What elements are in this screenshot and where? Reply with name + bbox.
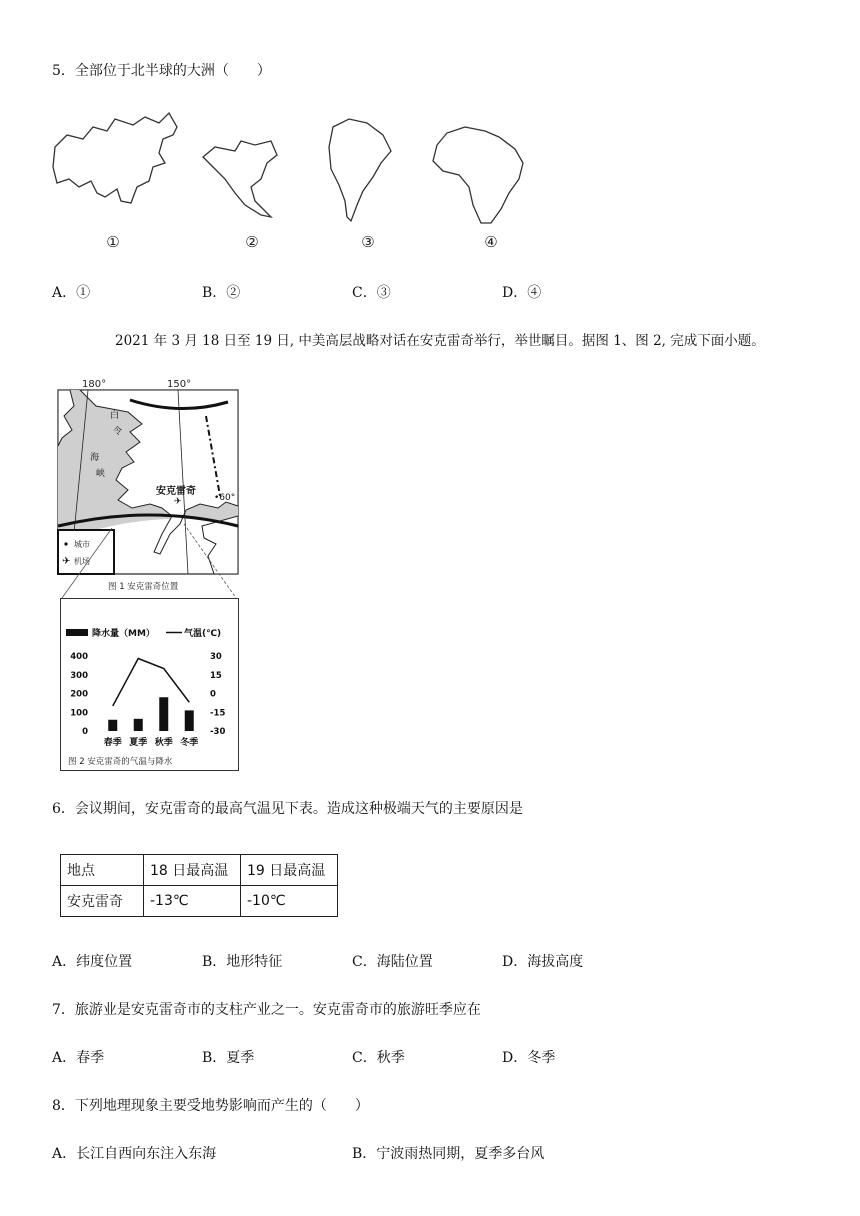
q6-option-a: A．纬度位置 [52, 954, 133, 970]
y-left-tick-label: 400 [70, 652, 88, 662]
q5-option-d: D．④ [502, 285, 542, 301]
y-left-tick-label: 200 [70, 689, 88, 700]
y-left-tick-label: 300 [70, 670, 88, 681]
legend-precip-label: 降水量（MM） [92, 629, 155, 639]
q5-option-a: A．① [52, 285, 91, 301]
map-caption: 图 1 安克雷奇位置 [108, 582, 179, 592]
lon-180-label: 180° [82, 379, 107, 390]
africa-outline [433, 127, 523, 223]
table-header-row [61, 855, 338, 886]
q7-option-c: C．秋季 [352, 1050, 405, 1066]
table-cell: -13℃ [144, 886, 241, 917]
table-cell: -10℃ [241, 886, 338, 917]
y-right-tick-label: -15 [210, 708, 226, 719]
table-header-cell: 18 日最高温 [144, 855, 241, 886]
category-label: 秋季 [154, 738, 173, 748]
y-right-tick-label: 15 [210, 670, 222, 681]
q7-option-b: B．夏季 [202, 1050, 255, 1066]
temperature-table [60, 854, 338, 917]
eurasia-outline [53, 113, 177, 203]
reading-intro: 2021 年 3 月 18 日至 19 日, 中美高层战略对话在安克雷奇举行，举世瞩目。据图 1、图 2, 完成下面小题。 [115, 333, 765, 349]
q7-stem: 7．旅游业是安克雷奇市的支柱产业之一。安克雷奇市的旅游旺季应在 [52, 1002, 481, 1018]
category-label: 冬季 [180, 738, 199, 748]
q7-option-a: A．春季 [52, 1050, 105, 1066]
q6-option-b: B．地形特征 [202, 954, 283, 970]
q8-stem: 8．下列地理现象主要受地势影响而产生的（ ） [52, 1098, 369, 1114]
precip-bar [185, 710, 194, 731]
airport-icon: ✈ [174, 497, 182, 507]
south-america-outline [329, 119, 391, 221]
y-right-tick-label: 30 [210, 652, 222, 662]
y-right-tick-label: 0 [210, 689, 216, 700]
q8-option-b: B．宁波雨热同期，夏季多台风 [352, 1146, 545, 1162]
precip-bar [159, 697, 168, 731]
continent-label-2: ② [245, 233, 259, 251]
table-row [61, 886, 338, 917]
strait-char-2: 令 [113, 427, 123, 437]
y-left-tick-label: 100 [70, 708, 88, 719]
strait-char-4: 峡 [96, 469, 106, 479]
legend-city-label: 城市 [74, 540, 90, 549]
continent-label-3: ③ [361, 233, 375, 251]
y-right-tick-label: -30 [210, 727, 226, 737]
lon-150-label: 150° [167, 379, 192, 390]
continent-label-4: ④ [484, 233, 498, 251]
q5-option-b: B．② [202, 285, 241, 301]
north-america-outline [203, 141, 277, 217]
climate-chart [60, 598, 240, 772]
category-label: 春季 [103, 738, 122, 748]
table-header-cell: 19 日最高温 [241, 855, 338, 886]
lat-60-label: •60° [214, 493, 236, 503]
strait-char-3: 海 [90, 453, 100, 463]
q6-stem: 6．会议期间，安克雷奇的最高气温见下表。造成这种极端天气的主要原因是 [52, 801, 523, 817]
q5-stem: 5．全部位于北半球的大洲（ ） [52, 63, 271, 79]
anchorage-map [50, 376, 250, 598]
chart-caption: 图 2 安克雷奇的气温与降水 [68, 757, 173, 767]
strait-char-1: 白 [110, 411, 120, 421]
legend-airport-label: 机场 [74, 557, 90, 566]
precip-bar [134, 719, 143, 731]
q8-option-a: A．长江自西向东注入东海 [52, 1146, 217, 1162]
legend-temp-label: 气温(℃) [184, 629, 222, 639]
q6-option-c: C．海陆位置 [352, 954, 433, 970]
city-name: 安克雷奇 [156, 486, 196, 497]
q5-option-c: C．③ [352, 285, 391, 301]
legend-bar-swatch [66, 629, 88, 636]
q7-option-d: D．冬季 [502, 1050, 556, 1066]
continent-label-1: ① [106, 233, 120, 251]
precip-bar [108, 720, 117, 731]
table-cell: 安克雷奇 [61, 886, 144, 917]
q6-option-d: D．海拔高度 [502, 954, 584, 970]
y-left-tick-label: 0 [82, 727, 88, 737]
city-dot-icon [64, 542, 67, 545]
legend-airport-icon: ✈ [62, 556, 71, 567]
table-header-cell: 地点 [61, 855, 144, 886]
category-label: 夏季 [129, 738, 148, 748]
continent-outlines [45, 105, 545, 255]
